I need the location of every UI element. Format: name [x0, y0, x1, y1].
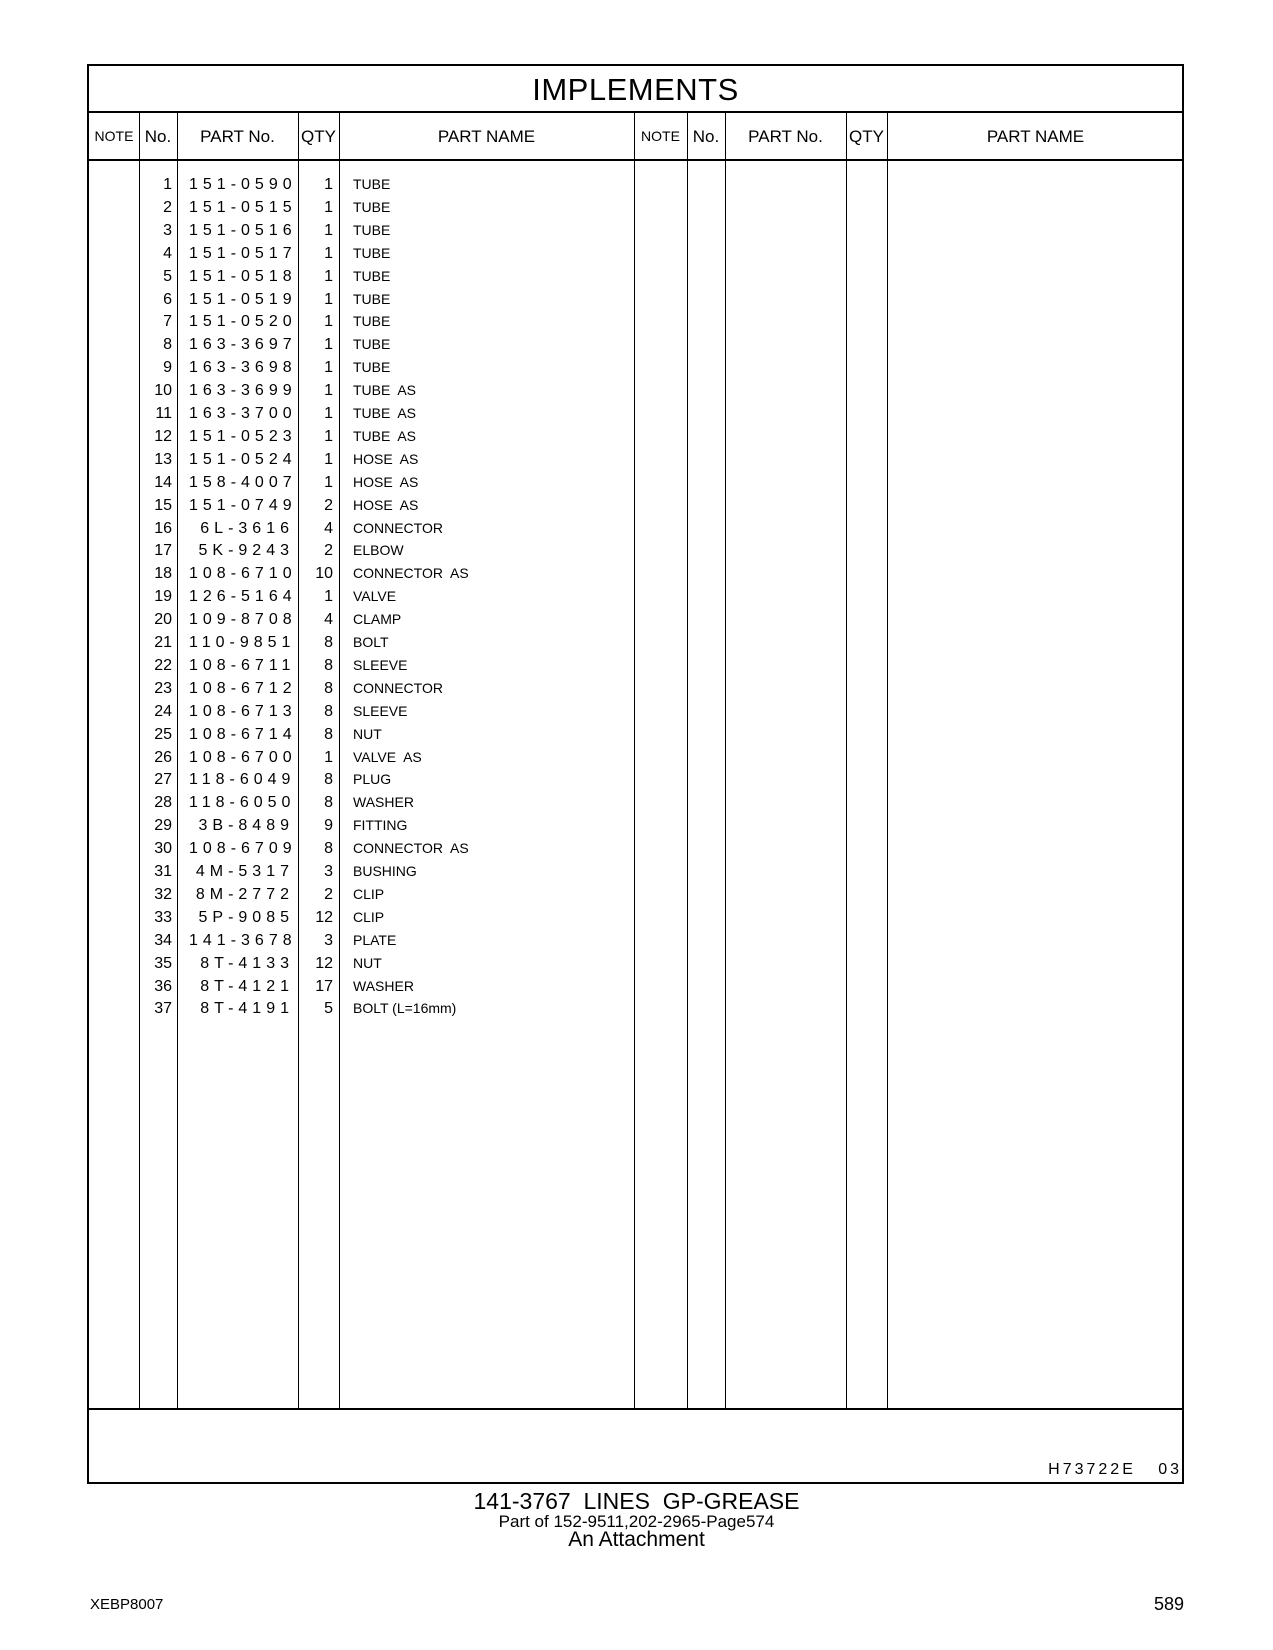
part-number: 4M-5317 — [195, 863, 294, 880]
quantity: 1 — [324, 176, 333, 193]
drawing-code: H73722E 03 — [1048, 1461, 1182, 1478]
part-number: 118-6050 — [189, 794, 296, 812]
part-name: CONNECTOR — [353, 519, 443, 536]
item-number: 28 — [154, 794, 172, 812]
header-part-name-left: PART NAME — [437, 127, 536, 146]
header-no-left: No. — [144, 127, 172, 146]
part-number: 163-3699 — [189, 382, 297, 400]
part-number: 141-3678 — [189, 931, 297, 949]
item-number: 33 — [154, 908, 172, 926]
quantity: 5 — [324, 1000, 333, 1018]
part-number: 108-6700 — [189, 748, 297, 766]
part-name: PLUG — [353, 771, 392, 788]
quantity: 1 — [324, 221, 333, 239]
caption-part-of: Part of 152-9511,202-2965-Page574 — [498, 1512, 775, 1531]
part-number: 151-0520 — [189, 313, 297, 331]
header-qty-right: QTY — [849, 127, 884, 146]
item-number: 13 — [154, 450, 172, 468]
table-row — [89, 288, 1182, 311]
table-row — [89, 975, 1182, 998]
quantity: 4 — [324, 519, 333, 537]
part-name: WASHER — [353, 794, 414, 811]
header-part-name-right: PART NAME — [986, 127, 1085, 146]
part-name: CLIP — [353, 908, 385, 925]
part-name: NUT — [353, 954, 382, 971]
header-qty-left: QTY — [301, 127, 336, 146]
item-number: 14 — [154, 473, 172, 491]
table-row — [89, 402, 1182, 425]
table-row — [89, 700, 1182, 723]
part-number: 108-6713 — [189, 702, 297, 720]
item-number: 15 — [154, 496, 172, 514]
item-number: 36 — [154, 977, 172, 995]
quantity: 8 — [324, 725, 333, 743]
quantity: 1 — [324, 336, 333, 354]
quantity: 1 — [324, 244, 333, 262]
quantity: 8 — [324, 771, 333, 789]
part-number: 108-6710 — [189, 565, 297, 583]
part-number: 6L-3616 — [200, 519, 294, 537]
table-row — [89, 677, 1182, 700]
part-name: SLEEVE — [353, 702, 408, 719]
item-number: 8 — [163, 336, 172, 354]
table-row — [89, 997, 1182, 1020]
part-name: HOSE AS — [353, 496, 419, 513]
quantity: 10 — [315, 565, 333, 583]
caption-attachment: An Attachment — [568, 1528, 705, 1551]
part-number: 163-3697 — [189, 336, 297, 354]
part-number: 151-0524 — [189, 450, 297, 468]
part-name: CONNECTOR AS — [353, 840, 469, 857]
table-row — [89, 791, 1182, 814]
table-row — [89, 585, 1182, 608]
part-name: BUSHING — [353, 863, 417, 879]
table-row — [89, 768, 1182, 791]
table-row — [89, 356, 1182, 379]
page-number: 589 — [1153, 1594, 1184, 1614]
part-name: VALVE AS — [353, 748, 422, 765]
part-name: VALVE — [353, 588, 397, 605]
quantity: 1 — [324, 427, 333, 445]
table-row — [89, 242, 1182, 265]
part-number: 110-9851 — [189, 634, 296, 651]
part-name: TUBE — [353, 244, 391, 261]
part-number: 109-8708 — [189, 611, 297, 629]
item-number: 23 — [154, 679, 172, 697]
table-row — [89, 929, 1182, 952]
part-number: 163-3698 — [189, 359, 297, 377]
quantity: 1 — [324, 198, 333, 216]
item-number: 37 — [154, 1000, 172, 1018]
part-name: BOLT — [353, 634, 389, 650]
item-number: 12 — [154, 427, 172, 445]
quantity: 3 — [324, 931, 333, 949]
part-number: 8T-4121 — [200, 977, 294, 995]
table-row — [89, 539, 1182, 562]
item-number: 34 — [154, 931, 172, 949]
quantity: 1 — [324, 267, 333, 285]
part-number: 8T-4191 — [200, 1000, 294, 1018]
item-number: 9 — [163, 359, 172, 377]
part-name: HOSE AS — [353, 473, 419, 490]
header-part-no-left: PART No. — [200, 127, 275, 146]
part-name: CLIP — [353, 885, 385, 902]
table-row — [89, 952, 1182, 975]
table-row — [89, 517, 1182, 540]
quantity: 12 — [315, 954, 333, 972]
quantity: 2 — [324, 542, 333, 560]
part-name: TUBE — [353, 198, 391, 215]
item-number: 29 — [154, 817, 172, 835]
quantity: 8 — [324, 702, 333, 720]
part-number: 108-6712 — [189, 679, 297, 697]
part-name: CONNECTOR AS — [353, 565, 469, 582]
item-number: 18 — [154, 565, 172, 583]
part-number: 118-6049 — [189, 771, 296, 789]
sheet-title: IMPLEMENTS — [89, 66, 1182, 113]
quantity: 1 — [324, 748, 333, 766]
item-number: 17 — [154, 542, 172, 560]
part-name: FITTING — [353, 817, 408, 834]
part-name: TUBE — [353, 313, 391, 330]
header-part-no-right: PART No. — [748, 127, 823, 146]
quantity: 1 — [324, 450, 333, 468]
item-number: 27 — [154, 771, 172, 789]
table-row — [89, 310, 1182, 333]
quantity: 1 — [324, 359, 333, 377]
item-number: 24 — [154, 702, 172, 720]
part-name: TUBE — [353, 176, 391, 192]
part-number: 108-6714 — [189, 725, 297, 743]
table-row — [89, 562, 1182, 585]
table-row — [89, 906, 1182, 929]
table-row — [89, 448, 1182, 471]
item-number: 4 — [163, 244, 172, 262]
part-number: 151-0590 — [189, 176, 297, 193]
item-number: 2 — [163, 198, 172, 216]
quantity: 3 — [324, 863, 333, 880]
part-number: 151-0515 — [189, 198, 297, 216]
item-number: 21 — [154, 634, 172, 651]
table-row — [89, 494, 1182, 517]
item-number: 10 — [154, 382, 172, 400]
part-number: 151-0523 — [189, 427, 297, 445]
item-number: 6 — [163, 290, 172, 308]
quantity: 1 — [324, 313, 333, 331]
caption-title: 141-3767 LINES GP-GREASE — [473, 1488, 800, 1514]
part-number: 108-6709 — [189, 840, 297, 858]
part-number: 151-0518 — [189, 267, 297, 285]
item-number: 19 — [154, 588, 172, 606]
item-number: 11 — [155, 405, 172, 422]
header-note-right: NOTE — [641, 128, 680, 144]
quantity: 4 — [324, 611, 333, 629]
item-number: 35 — [154, 954, 172, 972]
quantity: 1 — [324, 405, 333, 422]
item-number: 7 — [163, 313, 172, 331]
part-name: NUT — [353, 725, 382, 742]
part-name: TUBE AS — [353, 427, 417, 444]
quantity: 12 — [315, 908, 333, 926]
item-number: 26 — [154, 748, 172, 766]
item-number: 22 — [154, 656, 172, 674]
quantity: 2 — [324, 496, 333, 514]
item-number: 1 — [163, 176, 172, 193]
header-no-right: No. — [692, 127, 720, 146]
header-note-left: NOTE — [94, 128, 134, 144]
part-name: TUBE — [353, 290, 391, 307]
item-number: 16 — [154, 519, 172, 537]
table-row — [89, 471, 1182, 494]
part-name: WASHER — [353, 977, 414, 994]
part-name: TUBE — [353, 267, 391, 284]
part-number: 108-6711 — [189, 656, 296, 674]
part-number: 151-0517 — [189, 244, 297, 262]
quantity: 9 — [324, 817, 333, 835]
table-row — [89, 654, 1182, 677]
header-divider — [89, 159, 1182, 161]
part-name: TUBE AS — [353, 382, 417, 399]
table-row — [89, 425, 1182, 448]
part-number: 8T-4133 — [200, 954, 294, 972]
part-number: 5K-9243 — [198, 542, 294, 560]
part-number: 151-0516 — [189, 221, 297, 239]
item-number: 3 — [163, 221, 172, 239]
part-name: TUBE AS — [353, 405, 417, 421]
table-row — [89, 173, 1182, 196]
quantity: 8 — [324, 840, 333, 858]
part-name: TUBE — [353, 221, 391, 238]
quantity: 1 — [324, 588, 333, 606]
document-id: XEBP8007 — [90, 1596, 164, 1613]
table-row — [89, 746, 1182, 769]
part-number: 5P-9085 — [198, 908, 294, 926]
table-row — [89, 608, 1182, 631]
part-name: TUBE — [353, 359, 391, 376]
quantity: 8 — [324, 656, 333, 674]
table-row — [89, 265, 1182, 288]
item-number: 25 — [154, 725, 172, 743]
table-row — [89, 196, 1182, 219]
part-number: 158-4007 — [189, 473, 297, 491]
table-row — [89, 814, 1182, 837]
item-number: 20 — [154, 611, 172, 629]
quantity: 8 — [324, 794, 333, 812]
table-row — [89, 219, 1182, 242]
quantity: 17 — [315, 977, 333, 995]
part-number: 8M-2772 — [195, 885, 294, 903]
part-number: 126-5164 — [189, 588, 297, 606]
part-number: 3B-8489 — [198, 817, 294, 835]
quantity: 1 — [324, 290, 333, 308]
part-name: PLATE — [353, 931, 397, 948]
quantity: 8 — [324, 634, 333, 651]
part-name: SLEEVE — [353, 656, 408, 673]
table-row — [89, 333, 1182, 356]
table-bottom-divider — [89, 1408, 1182, 1410]
item-number: 32 — [154, 885, 172, 903]
table-row — [89, 379, 1182, 402]
part-name: CONNECTOR — [353, 679, 443, 696]
quantity: 1 — [324, 473, 333, 491]
part-number: 163-3700 — [189, 405, 297, 422]
quantity: 8 — [324, 679, 333, 697]
item-number: 30 — [154, 840, 172, 858]
part-name: CLAMP — [353, 611, 402, 628]
quantity: 1 — [324, 382, 333, 400]
table-row — [89, 860, 1182, 883]
table-row — [89, 883, 1182, 906]
parts-list-sheet — [87, 64, 1184, 1484]
quantity: 2 — [324, 885, 333, 903]
part-number: 151-0519 — [189, 290, 297, 308]
part-name: ELBOW — [353, 542, 404, 559]
part-number: 151-0749 — [189, 496, 297, 514]
item-number: 5 — [163, 267, 172, 285]
table-row — [89, 837, 1182, 860]
table-row — [89, 631, 1182, 654]
part-name: TUBE — [353, 336, 391, 353]
part-name: BOLT (L=16mm) — [353, 1000, 457, 1017]
part-name: HOSE AS — [353, 450, 419, 467]
table-row — [89, 723, 1182, 746]
item-number: 31 — [154, 863, 172, 880]
